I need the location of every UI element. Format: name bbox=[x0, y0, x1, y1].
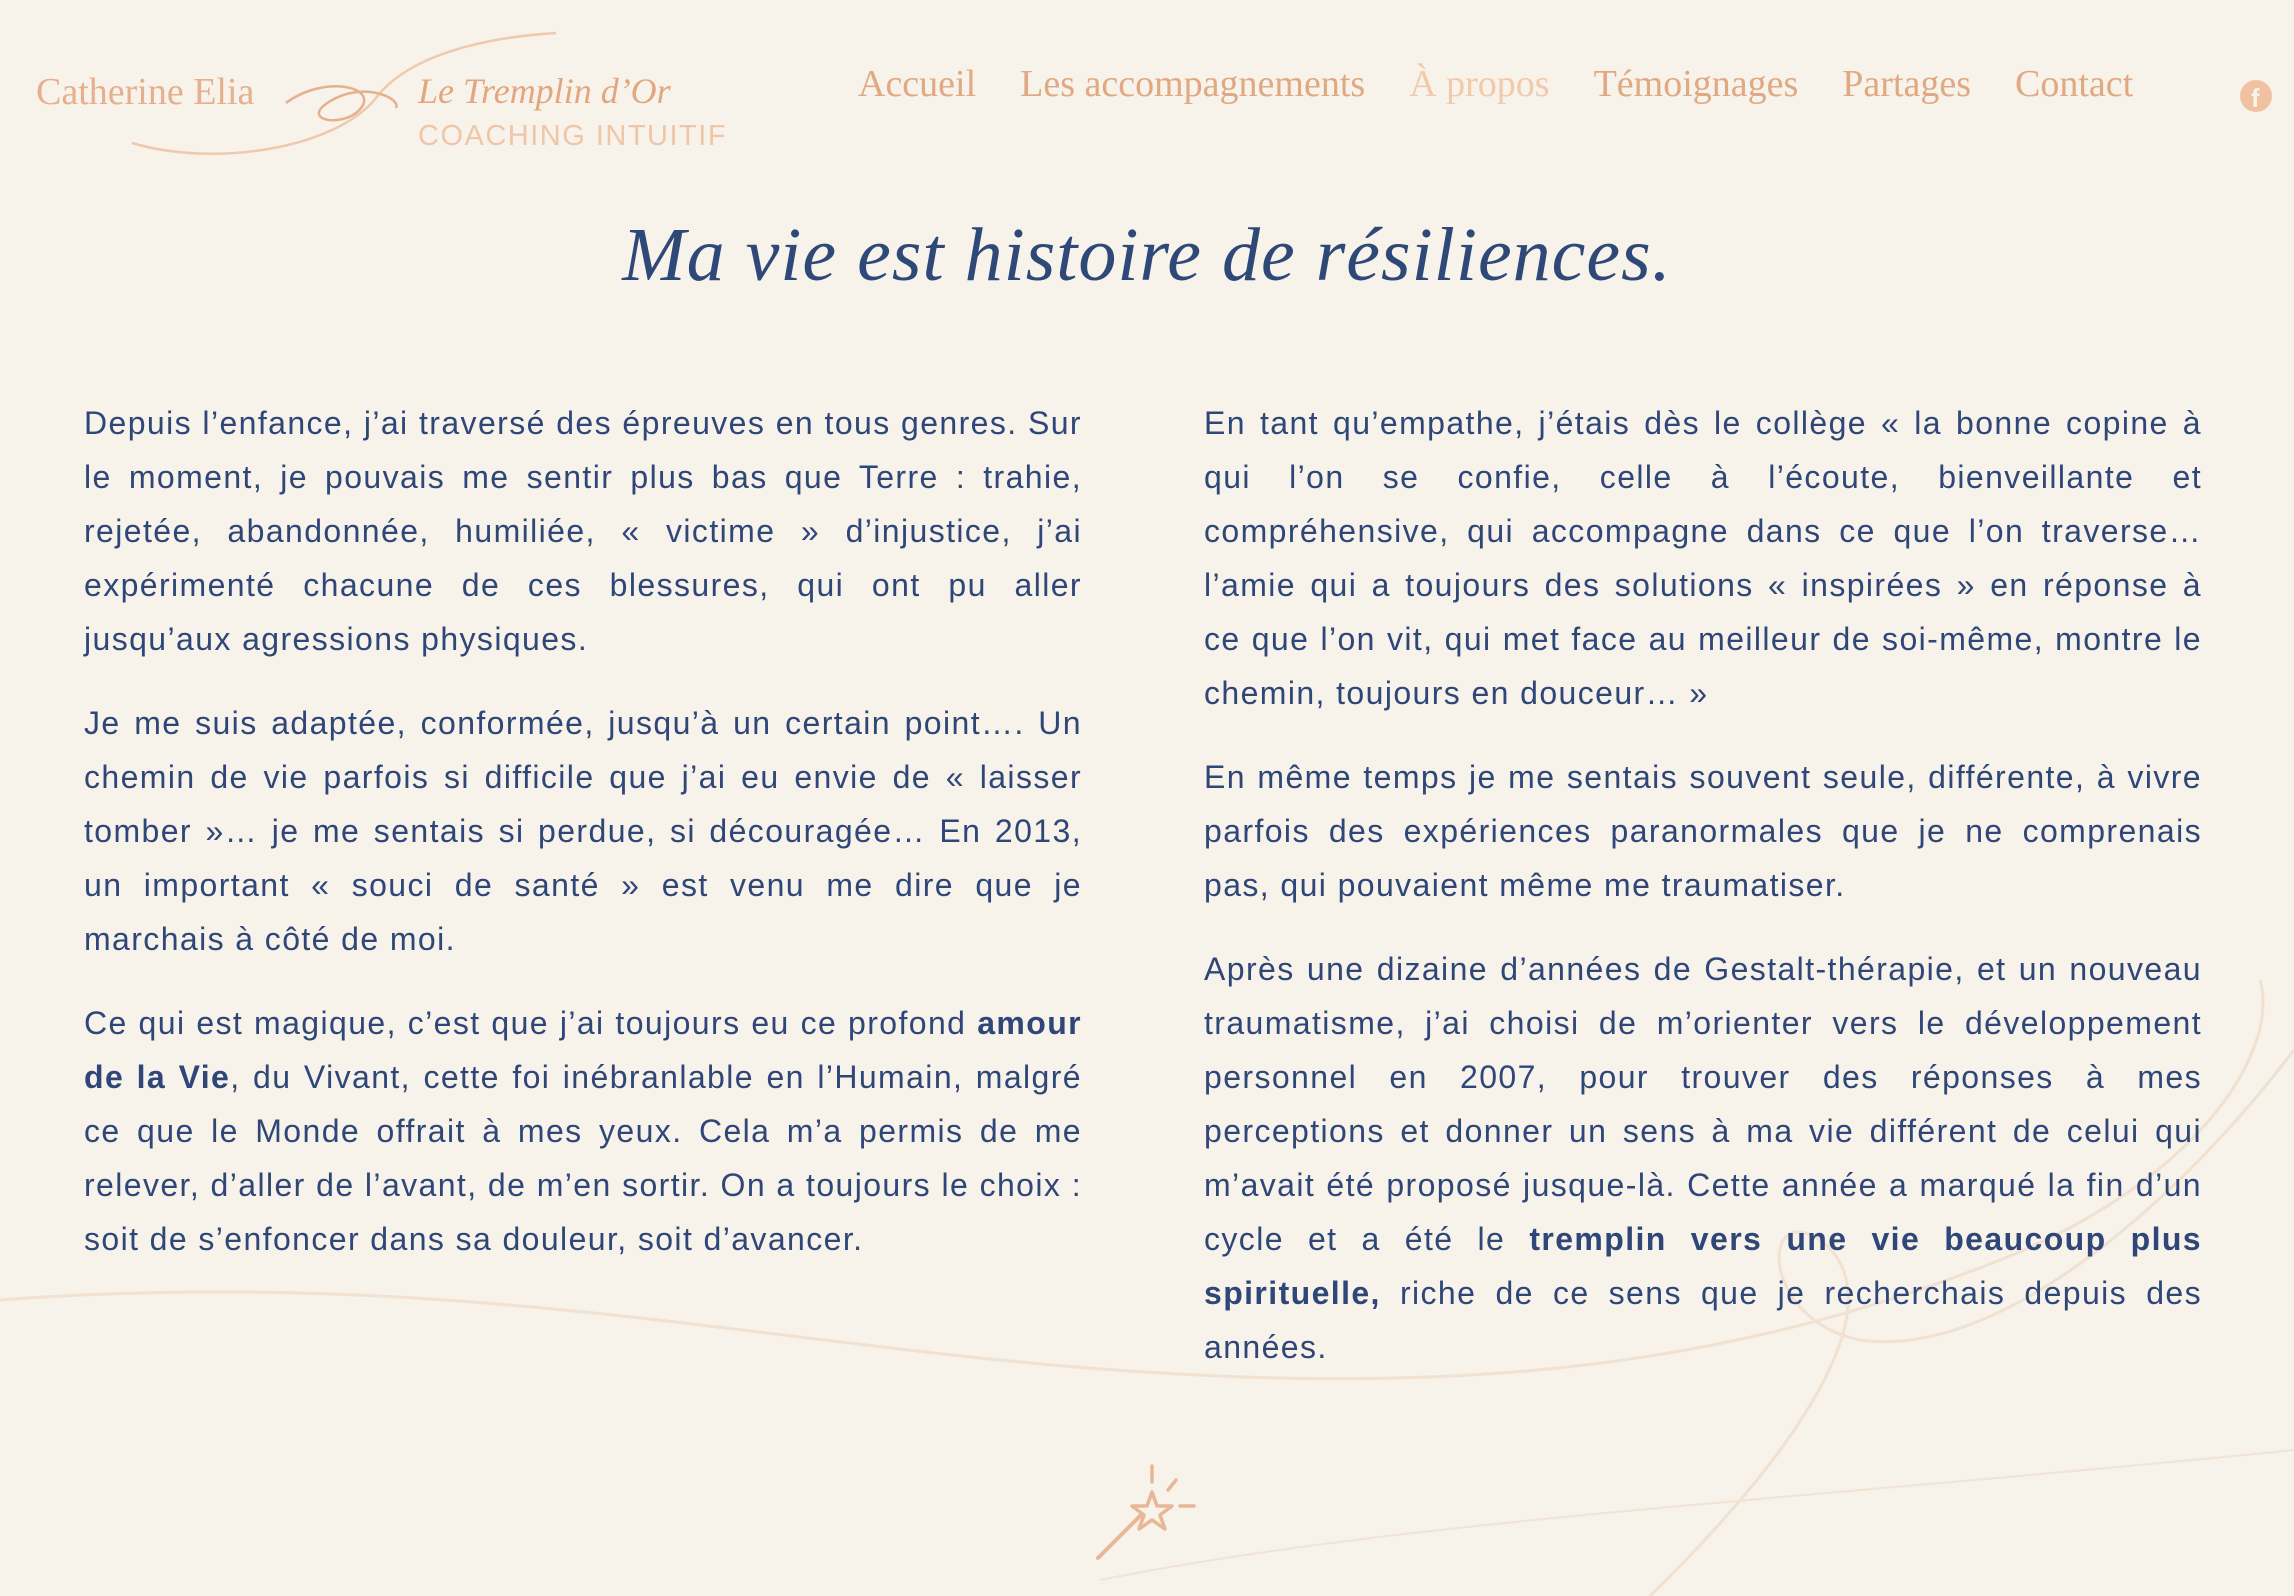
nav-partages[interactable]: Partages bbox=[1842, 63, 1972, 105]
paragraph: Depuis l’enfance, j’ai traversé des épreuves en tous genres. Sur le moment, je pouvais me sentir plus bas que Terre : trahie, rejetée, abandonnée, humiliée, « victime » d’injustice, j’ai expérimenté chacune de ces blessures, qui ont pu aller jusqu’aux agressions physiques. bbox=[84, 405, 1082, 657]
nav-accueil[interactable]: Accueil bbox=[858, 63, 977, 105]
paragraph: En tant qu’empathe, j’étais dès le collège « la bonne copine à qui l’on se confie, celle à l’écoute, bienveillante et compréhensive, qui accompagne dans ce que l’on traverse… l’amie qui a toujours des solutions « inspirées » en réponse à ce que l’on vit, qui met face au meilleur de soi-même, montre le chemin, toujours en douceur… » bbox=[1204, 405, 2202, 711]
site-logo[interactable] bbox=[36, 28, 736, 163]
nav-accompagnements[interactable]: Les accompagnements bbox=[1020, 63, 1366, 105]
nav-temoignages[interactable]: Témoignages bbox=[1593, 63, 1799, 105]
paragraph bbox=[1204, 942, 2202, 1374]
main-nav bbox=[858, 62, 2177, 122]
nav-contact[interactable]: Contact bbox=[2015, 63, 2134, 105]
paragraph: Je me suis adaptée, conformée, jusqu’à un certain point…. Un chemin de vie parfois si difficile que j’ai eu envie de « laisser tomber »… je me sentais si perdue, si découragée… En 2013, un important « souci de santé » est venu me dire que je marchais à côté de moi. bbox=[84, 705, 1082, 957]
text: Après une dizaine d’années de Gestalt-thérapie, et un nouveau traumatisme, j’ai choisi de m’orienter vers le développement personnel en 2007, pour trouver des réponses à mes perceptions et donner un sens à ma vie différent de celui qui m’avait été proposé jusque-là. Cette année a marqué la fin d’un cycle et a été le bbox=[1204, 951, 2202, 1257]
paragraph: En même temps je me sentais souvent seule, différente, à vivre parfois des expériences paranormales que je ne comprenais pas, qui pouvaient même me traumatiser. bbox=[1204, 759, 2202, 903]
logo-subtitle: COACHING INTUITIF bbox=[418, 120, 728, 152]
logo-name: Catherine Elia bbox=[36, 71, 255, 113]
right-column bbox=[1204, 396, 2202, 1404]
magic-wand-icon bbox=[1090, 1462, 1200, 1564]
logo-title: Le Tremplin d’Or bbox=[418, 71, 671, 111]
text: riche de ce sens que je recherchais depuis des années. bbox=[1204, 1275, 2202, 1365]
left-column bbox=[84, 396, 1082, 1296]
facebook-icon[interactable]: f bbox=[2240, 80, 2272, 112]
paragraph bbox=[84, 996, 1082, 1266]
text: Ce qui est magique, c’est que j’ai toujours eu ce profond bbox=[84, 1005, 978, 1041]
text: , du Vivant, cette foi inébranlable en l’Humain, malgré ce que le Monde offrait à mes yeux. Cela m’a permis de me relever, d’aller de l’avant, de m’en sortir. On a toujours le choix : soit de s’enfoncer dans sa douleur, soit d’avancer. bbox=[84, 1059, 1082, 1257]
site-header bbox=[0, 0, 2294, 170]
nav-a-propos[interactable]: À propos bbox=[1409, 63, 1550, 105]
emphasis-text: tremplin vers une vie beaucoup plus spirituelle, bbox=[1204, 1221, 2202, 1311]
page-title: Ma vie est histoire de résiliences. bbox=[622, 213, 1672, 297]
emphasis-text: amour de la Vie bbox=[84, 1005, 1082, 1095]
